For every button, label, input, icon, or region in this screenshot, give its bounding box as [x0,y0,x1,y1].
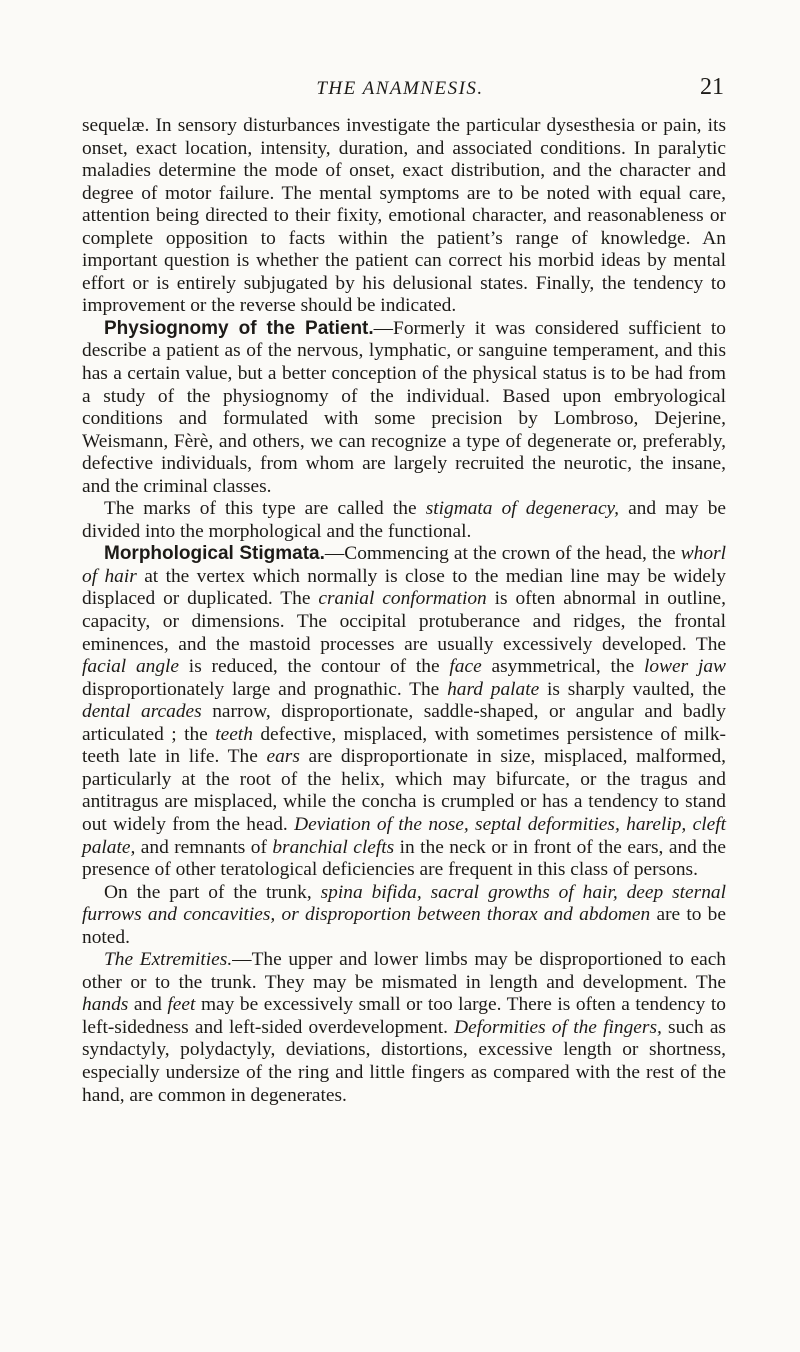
emphasis-ears: ears [266,746,300,768]
section-heading-physiognomy: Physiognomy of the Patient. [104,317,374,339]
paragraph-morphological [82,543,726,881]
emphasis-trunk-anomalies: spina bifida, sacral growths of hair, deep sternal furrows and concavities, or disproportion between thorax and abdomen [82,881,726,926]
paragraph-text: disproportionately large and prognathic. The [82,678,448,700]
emphasis-dental-arcades: dental arcades [82,701,202,723]
running-head [0,74,800,104]
paragraph-text: narrow, disproportionate, saddle-shaped, or angular and badly articulated ; the [82,701,726,745]
paragraph-text: in the neck or in front of the ears, and the presence of other teratological deficiencies are frequent in this class of persons. [82,836,726,881]
paragraph-text: asymmetrical, the [481,656,645,678]
paragraph-text: at the vertex which normally is close to the median line may be widely displaced or duplicated. The [82,565,726,610]
emphasis-lower-jaw: lower jaw [644,656,726,678]
emphasis-facial-angle: facial angle [82,656,180,678]
emphasis-stigmata: stigmata of degeneracy, [425,498,619,520]
paragraph-text: are disproportionate in size, misplaced, malformed, particularly at the root of the helix, which may bifurcate, or the tragus and antitragus are misplaced, while the concha is crumpled or has a tendency to stand out widely from the head. [82,746,726,835]
section-heading-extremities: The Extremities. [104,949,233,971]
paragraph-text: is reduced, the contour of the [179,656,450,678]
emphasis-cranial: cranial conformation [318,588,487,610]
emphasis-feet: feet [167,994,196,1016]
paragraph-text: and may be divided into the morphological and the functional. [82,498,726,542]
paragraph-text: are to be noted. [82,904,726,948]
paragraph-stigmata-intro [82,498,726,543]
paragraph-text: is sharply vaulted, the [539,678,726,700]
paragraph-text: such as syndactyly, polydactyly, deviations, distortions, excessive length or shortness, especially undersize of the ring and little fingers as compared with the rest of the hand, are common in degenerates. [82,1016,726,1106]
emphasis-whorl: whorl of hair [82,543,727,587]
paragraph-text: and remnants of [135,836,273,858]
page-number: 21 [700,74,724,100]
paragraph-extremities [82,949,726,1107]
paragraph-text: may be excessively small or too large. There is often a tendency to left-sidedness and left-sided overdevelopment. [82,994,726,1038]
paragraph-text: defective, misplaced, with sometimes persistence of milk-teeth late in life. The [82,723,726,768]
paragraph-trunk [82,882,726,950]
emphasis-hands: hands [82,994,129,1016]
paragraph-text: The marks of this type are called the [104,498,426,520]
paragraph-text: —Formerly it was considered sufficient to describe a patient as of the nervous, lymphatic, or sanguine temperament, and this has a certain value, but a better conception of the physical status is to be had from a study of the physiognomy of the individual. Based upon embryological conditions and formulated with some precision by Lombroso, Dejerine, Weismann, Fèrè, and others, we can recognize a type of degenerate or, preferably, defective individuals, from whom are largely recruited the neurotic, the insane, and the criminal classes. [82,317,726,497]
emphasis-branchial-clefts: branchial clefts [272,836,395,858]
paragraph-text: —The upper and lower limbs may be disproportioned to each other or to the trunk. They may be mismated in length and development. The [82,949,726,993]
emphasis-deviation-nose: Deviation of the nose, septal deformities, harelip, cleft palate, [82,813,726,858]
body-text [82,115,726,1107]
running-title: THE ANAMNESIS. [316,78,484,99]
emphasis-teeth: teeth [215,723,253,745]
emphasis-finger-deformities: Deformities of the fingers, [454,1016,662,1038]
paragraph-text: is often abnormal in outline, capacity, or dimensions. The occipital protuberance and ridges, the frontal eminences, and the mastoid processes are usually excessively developed. The [82,588,727,655]
emphasis-hard-palate: hard palate [447,678,540,700]
section-heading-morphological: Morphological Stigmata. [104,543,325,565]
paragraph-text: —Commencing at the crown of the head, the [324,543,681,565]
paragraph-text: and [128,994,168,1016]
paragraph-sequelae: sequelæ. In sensory disturbances investigate the particular dysesthesia or pain, its onset, exact location, intensity, duration, and associated conditions. In paralytic maladies determine the mode of onset, exact distribution, and the character and degree of motor failure. The mental symptoms are to be noted with equal care, attention being directed to their fixity, emotional character, and reasonableness or complete opposition to facts within the patient’s range of knowledge. An important question is whether the patient can correct his morbid ideas by mental effort or is entirely subjugated by his delusional states. Finally, the tendency to improvement or the reverse should be indicated. [82,115,726,317]
paragraph-text: On the part of the trunk, [104,881,321,903]
emphasis-face: face [449,656,482,678]
paragraph-physiognomy [82,318,726,498]
